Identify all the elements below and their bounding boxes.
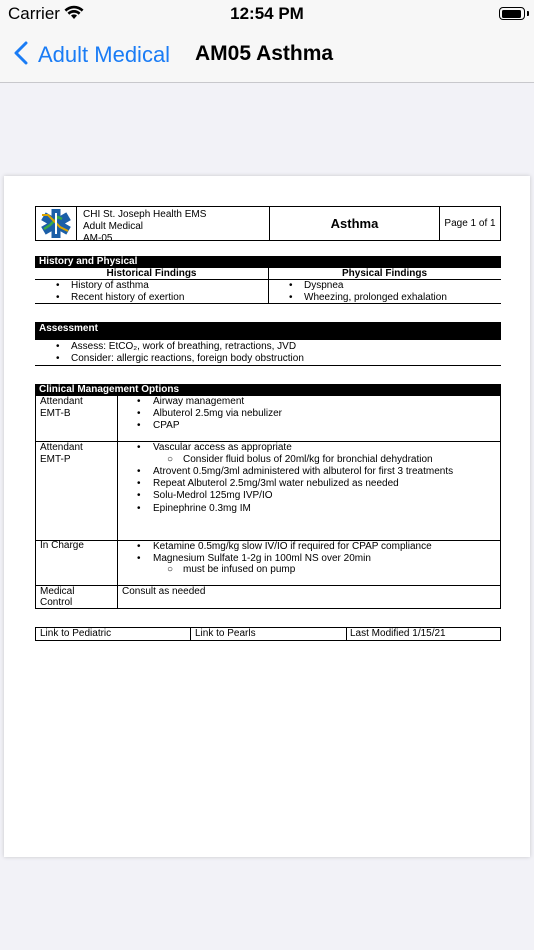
chevron-left-icon xyxy=(14,41,28,70)
divider xyxy=(190,627,191,641)
role-label: In Charge xyxy=(40,540,84,551)
page-title: AM05 Asthma xyxy=(195,42,334,65)
list-item: • xyxy=(137,490,141,501)
divider xyxy=(35,640,501,641)
protocol-document[interactable] xyxy=(4,176,530,857)
history-heading: History and Physical xyxy=(35,256,501,268)
list-item: • xyxy=(137,466,141,477)
role-label: EMT-B xyxy=(40,408,71,419)
list-item: Consult as needed xyxy=(122,586,206,597)
list-item: • xyxy=(289,292,293,303)
historical-findings-heading: Historical Findings xyxy=(106,268,197,279)
back-button[interactable] xyxy=(14,40,170,70)
list-item: Assess: EtCO₂, work of breathing, retractions, JVD xyxy=(71,341,297,352)
list-item: • xyxy=(137,408,141,419)
role-label: Control xyxy=(40,597,73,608)
divider xyxy=(35,585,501,586)
protocol-code: AM-05 xyxy=(83,233,113,244)
document-header xyxy=(35,206,501,244)
list-item: • xyxy=(137,420,141,431)
navigation-bar xyxy=(0,30,534,83)
status-bar xyxy=(0,0,534,30)
divider xyxy=(346,627,347,641)
list-item: • xyxy=(56,341,60,352)
link-to-pearls[interactable]: Link to Pearls xyxy=(195,628,256,639)
divider xyxy=(35,303,501,304)
list-item: Epinephrine 0.3mg IM xyxy=(153,503,251,514)
role-label: Medical xyxy=(40,586,75,597)
list-item: Repeat Albuterol 2.5mg/3ml water nebulized as needed xyxy=(153,478,399,489)
list-item: Wheezing, prolonged exhalation xyxy=(304,292,447,303)
clock: 12:54 PM xyxy=(230,4,304,23)
clinical-management-heading: Clinical Management Options xyxy=(35,384,501,396)
organization-info xyxy=(77,207,270,244)
star-of-life-logo xyxy=(36,207,77,240)
divider xyxy=(35,365,501,366)
list-item: • xyxy=(137,478,141,489)
list-item: • xyxy=(137,541,141,552)
divider xyxy=(268,268,269,303)
list-item: Atrovent 0.5mg/3ml administered with albuterol for first 3 treatments xyxy=(153,466,454,477)
list-item: Consider fluid bolus of 20ml/kg for bronchial dehydration xyxy=(183,454,433,465)
back-label: Adult Medical xyxy=(38,42,171,67)
role-label: Attendant xyxy=(40,442,83,453)
list-item: • xyxy=(137,396,141,407)
list-item: • xyxy=(137,553,141,564)
list-item: Airway management xyxy=(153,396,245,407)
list-item: ○ xyxy=(167,564,174,575)
list-item: • xyxy=(56,292,60,303)
list-item: • xyxy=(289,280,293,291)
list-item: Vascular access as appropriate xyxy=(153,442,292,453)
list-item: must be infused on pump xyxy=(183,564,296,575)
physical-findings-heading: Physical Findings xyxy=(341,268,428,279)
divider xyxy=(500,395,501,608)
role-label: Attendant xyxy=(40,396,83,407)
org-name: CHI St. Joseph Health EMS xyxy=(83,209,207,220)
list-item: • xyxy=(137,503,141,514)
divider xyxy=(500,627,501,641)
battery-icon xyxy=(499,7,525,20)
list-item: CPAP xyxy=(153,420,180,431)
divider xyxy=(35,608,501,609)
list-item: ○ xyxy=(167,454,174,465)
list-item: Recent history of exertion xyxy=(71,292,185,303)
link-to-pediatric[interactable]: Link to Pediatric xyxy=(40,628,112,639)
list-item: Albuterol 2.5mg via nebulizer xyxy=(153,408,282,419)
list-item: Dyspnea xyxy=(304,280,344,291)
divider xyxy=(35,627,36,641)
battery-nub xyxy=(527,11,529,16)
list-item: Ketamine 0.5mg/kg slow IV/IO if required for CPAP compliance xyxy=(153,541,432,552)
list-item: • xyxy=(137,442,141,453)
last-modified: Last Modified 1/15/21 xyxy=(350,628,446,639)
divider xyxy=(35,395,36,608)
assessment-heading: Assessment xyxy=(35,322,501,340)
divider xyxy=(35,395,501,396)
list-item: • xyxy=(56,353,60,364)
divider xyxy=(117,395,118,608)
page-indicator: Page 1 of 1 xyxy=(444,218,496,229)
protocol-title: Asthma xyxy=(270,207,440,240)
list-item: Consider: allergic reactions, foreign body obstruction xyxy=(71,353,304,364)
protocol-category: Adult Medical xyxy=(83,221,144,232)
role-label: EMT-P xyxy=(40,454,71,465)
carrier-label: Carrier xyxy=(8,4,60,23)
list-item: Magnesium Sulfate 1-2g in 100ml NS over 20min xyxy=(153,553,371,564)
list-item: • xyxy=(56,280,60,291)
list-item: History of asthma xyxy=(71,280,149,291)
list-item: Solu-Medrol 125mg IVP/IO xyxy=(153,490,273,501)
